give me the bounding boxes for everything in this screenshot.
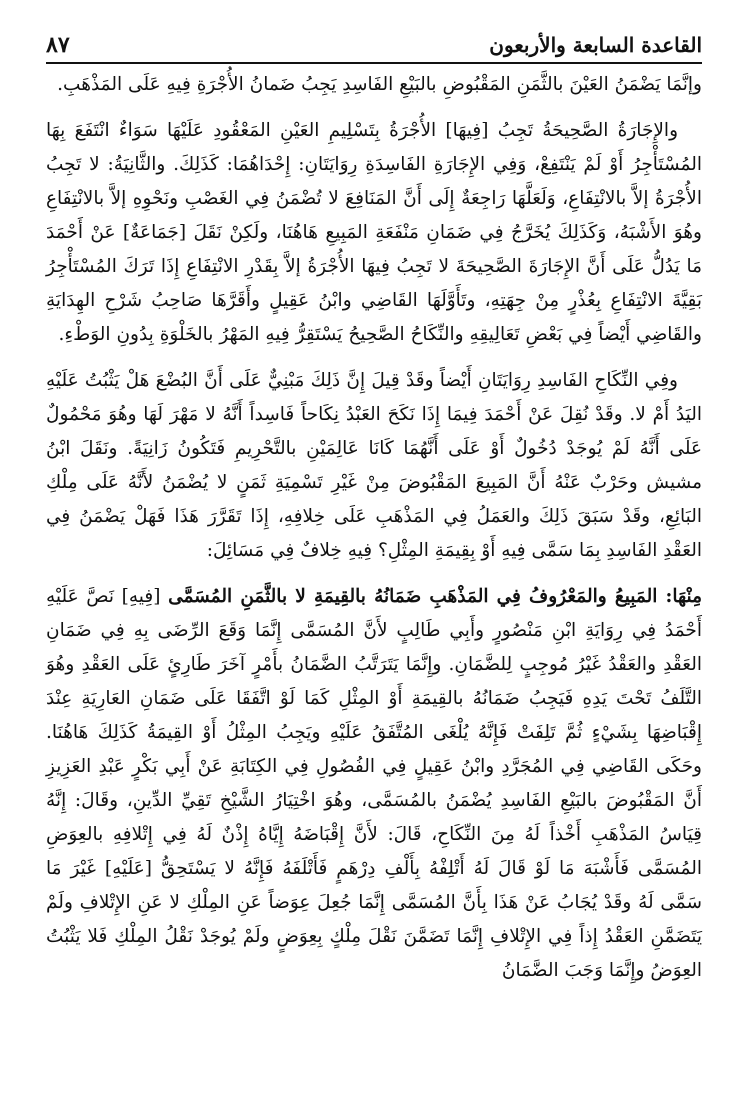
paragraph-2: والإِجَارَةُ الصَّحِيحَةُ تَجِبُ [فِيهَا] الأُجْرَةُ بِتَسْلِيمِ العَيْنِ المَعْقُودِ عَلَيْهَا سَوَاءٌ انْتَفَعَ بِهَا المُسْتَأْجِرُ أَوْ لَمْ يَنْتَفِعْ، وَفِي الإِجَارَةِ الفَاسِدَةِ رِوَايَتَانِ: إِحْدَاهُمَا: كَذَلِكَ. والثَّانِيَةُ: لا تَجِبُ الأُجْرَةُ إلاَّ بالانْتِفَاعِ، وَلَعَلَّهَا رَاجِعَةٌ إِلَى أَنَّ المَنَافِعَ لا تُضْمَنُ فِي الغَصْبِ ونَحْوِهِ إلاَّ بالانْتِفَاعِ وهُوَ الأَشْبَهُ، وَكَذَلِكَ يُخَرَّجُ فِي ضَمَانِ مَنْفَعَةِ المَبِيعِ هَاهُنَا، ولَكِنْ نَقَلَ [جَمَاعَةٌ] عَنْ أَحْمَدَ مَا يَدُلُّ عَلَى أَنَّ الإِجَارَةَ الصَّحِيحَةَ لا تَجِبُ فِيهَا الأُجْرَةُ إلاَّ بِقَدْرِ الانْتِفَاعِ إِذَا تَرَكَ المُسْتَأْجِرُ بَقِيَّةَ الانْتِفَاعِ بِعُذْرٍ مِنْ جِهَتِهِ، وتَأَوَّلَهَا القَاضِي وابْنُ عَقِيلٍ وأَقَرَّهَا صَاحِبُ شَرْحِ الهِدَايَةِ والقَاضِي أَيْضاً فِي بَعْضِ تَعَالِيقِهِ والنِّكَاحُ الصَّحِيحُ يَسْتَقِرُّ فِيهِ المَهْرُ بالخَلْوَةِ بِدُونِ الوَطْءِ. [46, 120, 702, 345]
header-rule [46, 62, 702, 64]
paragraph-4-lead: مِنْهَا: المَبِيعُ والمَعْرُوفُ فِي المَذْهَبِ ضَمَانُهُ بالقِيمَةِ لا بالثَّمَنِ المُسَمَّى [168, 586, 702, 607]
main-text [46, 68, 702, 988]
chapter-title: القاعدة السابعة والأربعون [489, 33, 702, 57]
page-number: ٨٧ [46, 32, 70, 58]
paragraph-1: وإنَّمَا يَضْمَنُ العَيْنَ بالثَّمَنِ المَقْبُوضِ بالبَيْعِ الفَاسِدِ يَجِبُ ضَمانُ الأُجْرَةِ فِيهِ عَلَى المَذْهَبِ. [57, 74, 702, 95]
paragraph-4 [46, 580, 702, 988]
paragraph-3: وفِي النِّكَاحِ الفَاسِدِ رِوَايَتَانِ أَيْضاً وقَدْ قِيلَ إِنَّ ذَلِكَ مَبْنِيٌّ عَلَى أَنَّ البُضْعَ هَلْ يَثْبُتُ عَلَيْهِ اليَدُ أَمْ لا. وقَدْ نُقِلَ عَنْ أَحْمَدَ فِيمَا إِذَا نَكَحَ العَبْدُ نِكَاحاً فَاسِداً أَنَّهُ لا مَهْرَ لَهَا وهُوَ مَحْمُولٌ عَلَى أَنَّهُ لَمْ يُوجَدْ دُخُولٌ أَوْ عَلَى أَنَّهُمَا كَانَا عَالِمَيْنِ بالتَّحْرِيمِ فَتَكُونُ زَانِيَةً. ونَقَلَ ابْنُ مشيش وحَرْبٌ عَنْهُ أَنَّ المَبِيعَ المَقْبُوضَ مِنْ غَيْرِ تَسْمِيَةِ ثَمَنٍ لا يُضْمَنُ لأَنَّهُ عَلَى مِلْكِ البَائِعِ، وقَدْ سَبَقَ ذَلِكَ والعَمَلُ فِي المَذْهَبِ عَلَى خِلافِهِ، إِذَا تَقَرَّرَ هَذَا فَهَلْ يَضْمَنُ فِي العَقْدِ الفَاسِدِ بِمَا سَمَّى فِيهِ أَوْ بِقِيمَةِ المِثْلِ؟ فِيهِ خِلافٌ فِي مَسَائِلَ: [46, 370, 702, 561]
running-header [46, 0, 702, 56]
paragraph-4-body: [فِيهِ] نَصَّ عَلَيْهِ أَحْمَدُ فِي رِوَايَةِ ابْنِ مَنْصُورٍ وأَبِي طَالِبٍ لأَنَّ المُسَمَّى إِنَّمَا وَقَعَ الرِّضَى بِهِ فِي ضَمَانِ العَقْدِ والعَقْدُ غَيْرُ مُوجِبٍ لِلضَّمَانِ. وإِنَّمَا يَتَرَتَّبُ الضَّمَانُ بأَمْرٍ آخَرَ طَارِئٍ عَلَى العَقْدِ وهُوَ التَّلَفُ تَحْتَ يَدِهِ فَيَجِبُ ضَمَانُهُ بالقِيمَةِ أَوْ المِثْلِ كَمَا لَوْ اتَّفَقَا عَلَى ضَمَانِ العَارِيَةِ عِنْدَ إِقْبَاضِهَا بِشَيْءٍ ثُمَّ تَلِفَتْ فَإِنَّهُ يُلْغَى المُتَّفَقُ عَلَيْهِ ويَجِبُ المِثْلُ أَوْ القِيمَةُ كَذَلِكَ هَاهُنَا. وحَكَى القَاضِي فِي المُجَرَّدِ وابْنُ عَقِيلٍ فِي الفُصُولِ فِي الكِتَابَةِ عَنْ أَبِي بَكْرٍ عَبْدِ العَزِيزِ أَنَّ المَقْبُوضَ بالبَيْعِ الفَاسِدِ يُضْمَنُ بالمُسَمَّى، وهُوَ اخْتِيَارُ الشَّيْخِ تَقِيِّ الدِّينِ، وقَالَ: إِنَّهُ قِيَاسُ المَذْهَبِ أَخْذاً لَهُ مِنَ النِّكَاحِ، قَالَ: لأَنَّ إِقْبَاضَهُ إِيَّاهُ إِذْنٌ لَهُ فِي إِتْلافِهِ بالعِوَضِ المُسَمَّى فَأَشْبَهَ مَا لَوْ قَالَ لَهُ أَتْلِفْهُ بِأَلْفِ دِرْهَمٍ فَأَتْلَفَهُ فَإِنَّهُ لا يَسْتَحِقُّ [عَلَيْهِ] غَيْرَ مَا سَمَّى لَهُ وقَدْ يُجَابُ عَنْ هَذَا بِأَنَّ المُسَمَّى إِنَّمَا جُعِلَ عِوَضاً عَنِ المِلْكِ لا عَنِ الإِتْلافِ ولَمْ يَتَضَمَّنِ العَقْدُ إِذاً فِي الإِتْلافِ إِنَّمَا تَضَمَّنَ نَقْلَ مِلْكٍ بِعِوَضٍ ولَمْ يُوجَدْ نَقْلُ المِلْكِ فَلا يَثْبُتُ العِوَضُ وإِنَّمَا وَجَبَ الضَّمَانُ [46, 586, 702, 981]
